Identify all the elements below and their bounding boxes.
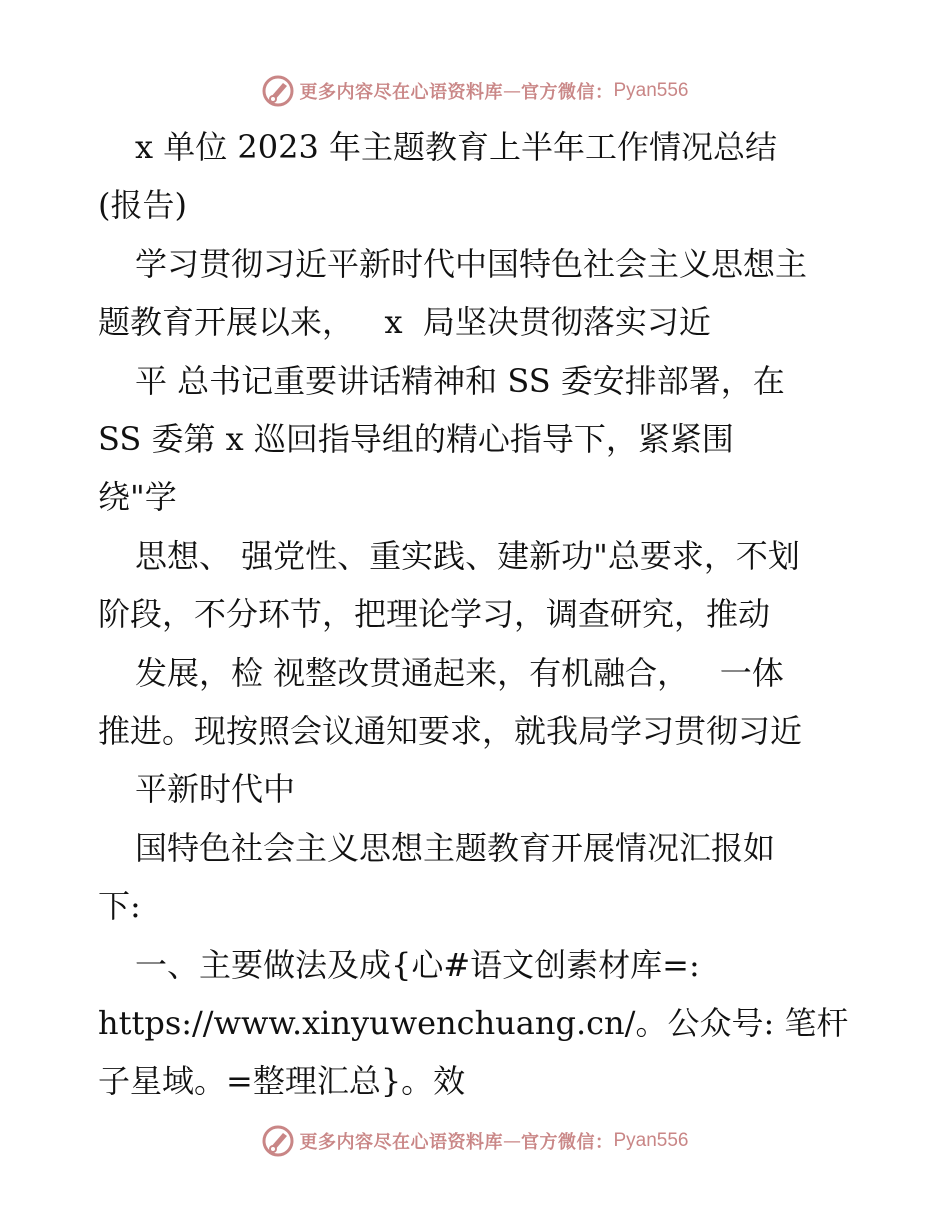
paragraph-line: 平 总书记重要讲话精神和 SS 委安排部署，在 bbox=[135, 362, 785, 400]
document-title: x 单位 2023 年主题教育上半年工作情况总结 bbox=[135, 128, 778, 166]
paragraph-line: 学习贯彻习近平新时代中国特色社会主义思想主 bbox=[135, 245, 808, 283]
paragraph-line: 国特色社会主义思想主题教育开展情况汇报如 bbox=[135, 829, 776, 867]
paragraph-line: SS 委第 x 巡回指导组的精心指导下，紧紧围 bbox=[98, 420, 734, 458]
paragraph-line: 推进。现按照会议通知要求，就我局学习贯彻习近 bbox=[98, 712, 803, 750]
watermark-main-text: 更多内容尽在心语资料库 bbox=[299, 82, 503, 103]
header-watermark bbox=[0, 71, 950, 111]
watermark-wechat-id: Pyan556 bbox=[613, 80, 689, 101]
watermark-dash: — bbox=[502, 80, 521, 102]
paragraph-line: 绕"学 bbox=[98, 478, 177, 516]
footer-watermark bbox=[0, 1121, 950, 1161]
paragraph-line: 阶段，不分环节，把理论学习，调查研究，推动 bbox=[98, 595, 771, 633]
document-subtitle: (报告) bbox=[98, 186, 187, 224]
watermark-wechat-id: Pyan556 bbox=[613, 1130, 689, 1151]
section-heading: 一、主要做法及成{心#语文创素材库=: bbox=[135, 946, 700, 984]
paragraph-line: 思想、 强党性、重实践、建新功"总要求，不划 bbox=[135, 537, 800, 575]
watermark-wechat-label: 官方微信： bbox=[520, 82, 614, 103]
paragraph-line: 下: bbox=[98, 887, 141, 925]
watermark-dash: — bbox=[502, 1130, 521, 1152]
paragraph-line: 题教育开展以来， x 局坚决贯彻落实习近 bbox=[98, 303, 711, 341]
paragraph-line: 平新时代中 bbox=[135, 770, 296, 808]
brush-pen-logo-icon bbox=[261, 74, 295, 108]
brush-pen-logo-icon bbox=[261, 1124, 295, 1158]
paragraph-line: https://www.xinyuwenchuang.cn/。公众号: 笔杆 bbox=[98, 1004, 849, 1042]
watermark-main-text: 更多内容尽在心语资料库 bbox=[299, 1132, 503, 1153]
watermark-wechat-label: 官方微信： bbox=[520, 1132, 614, 1153]
paragraph-line: 发展，检 视整改贯通起来，有机融合， 一体 bbox=[135, 654, 784, 692]
paragraph-line: 子星域。=整理汇总}。效 bbox=[98, 1062, 466, 1100]
